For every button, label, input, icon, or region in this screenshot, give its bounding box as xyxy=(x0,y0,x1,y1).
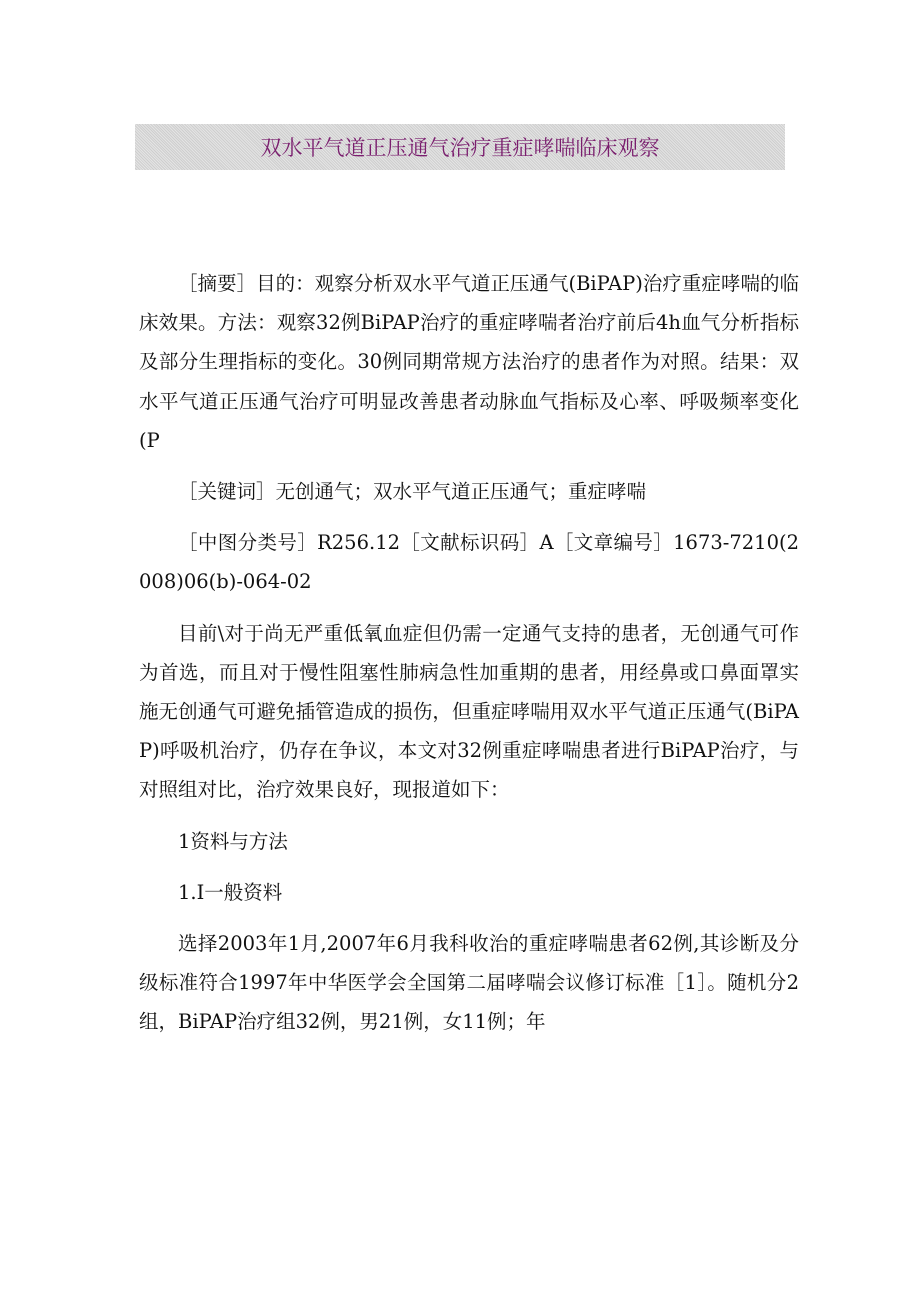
section-heading-1-1: 1.I一般资料 xyxy=(178,880,283,904)
section-heading-1: 1资料与方法 xyxy=(178,829,288,853)
document-title: 双水平气道正压通气治疗重症哮喘临床观察 xyxy=(260,136,660,160)
keywords-paragraph: ［关键词］无创通气；双水平气道正压通气；重症哮喘 xyxy=(178,480,647,504)
abstract-paragraph: ［摘要］目的：观察分析双水平气道正压通气(BiPAP)治疗重症哮喘的临床效果。方法：观察32例BiPAP治疗的重症哮喘者治疗前后4h血气分析指标及部分生理指标的变化。30例同期常规方法治疗的患者作为对照。结果：双水平气道正压通气治疗可明显改善患者动脉血气指标及心率、呼吸频率变化(P xyxy=(139,272,799,452)
title-banner xyxy=(135,124,785,170)
document-body xyxy=(139,264,799,1054)
intro-paragraph: 目前\对于尚无严重低氧血症但仍需一定通气支持的患者，无创通气可作为首选，而且对于慢性阻塞性肺病急性加重期的患者，用经鼻或口鼻面罩实施无创通气可避免插管造成的损伤，但重症哮喘用双水平气道正压通气(BiPAP)呼吸机治疗，仍存在争议，本文对32例重症哮喘患者进行BiPAP治疗，与对照组对比，治疗效果良好，现报道如下： xyxy=(139,621,799,802)
classification-paragraph: ［中图分类号］R256.12［文献标识码］A［文章编号］1673-7210(2008)06(b)-064-02 xyxy=(139,531,799,594)
materials-paragraph: 选择2003年1月,2007年6月我科收治的重症哮喘患者62例,其诊断及分级标准符合1997年中华医学会全国第二届哮喘会议修订标准［1］。随机分2组，BiPAP治疗组32例，男21例，女11例；年 xyxy=(139,932,799,1034)
